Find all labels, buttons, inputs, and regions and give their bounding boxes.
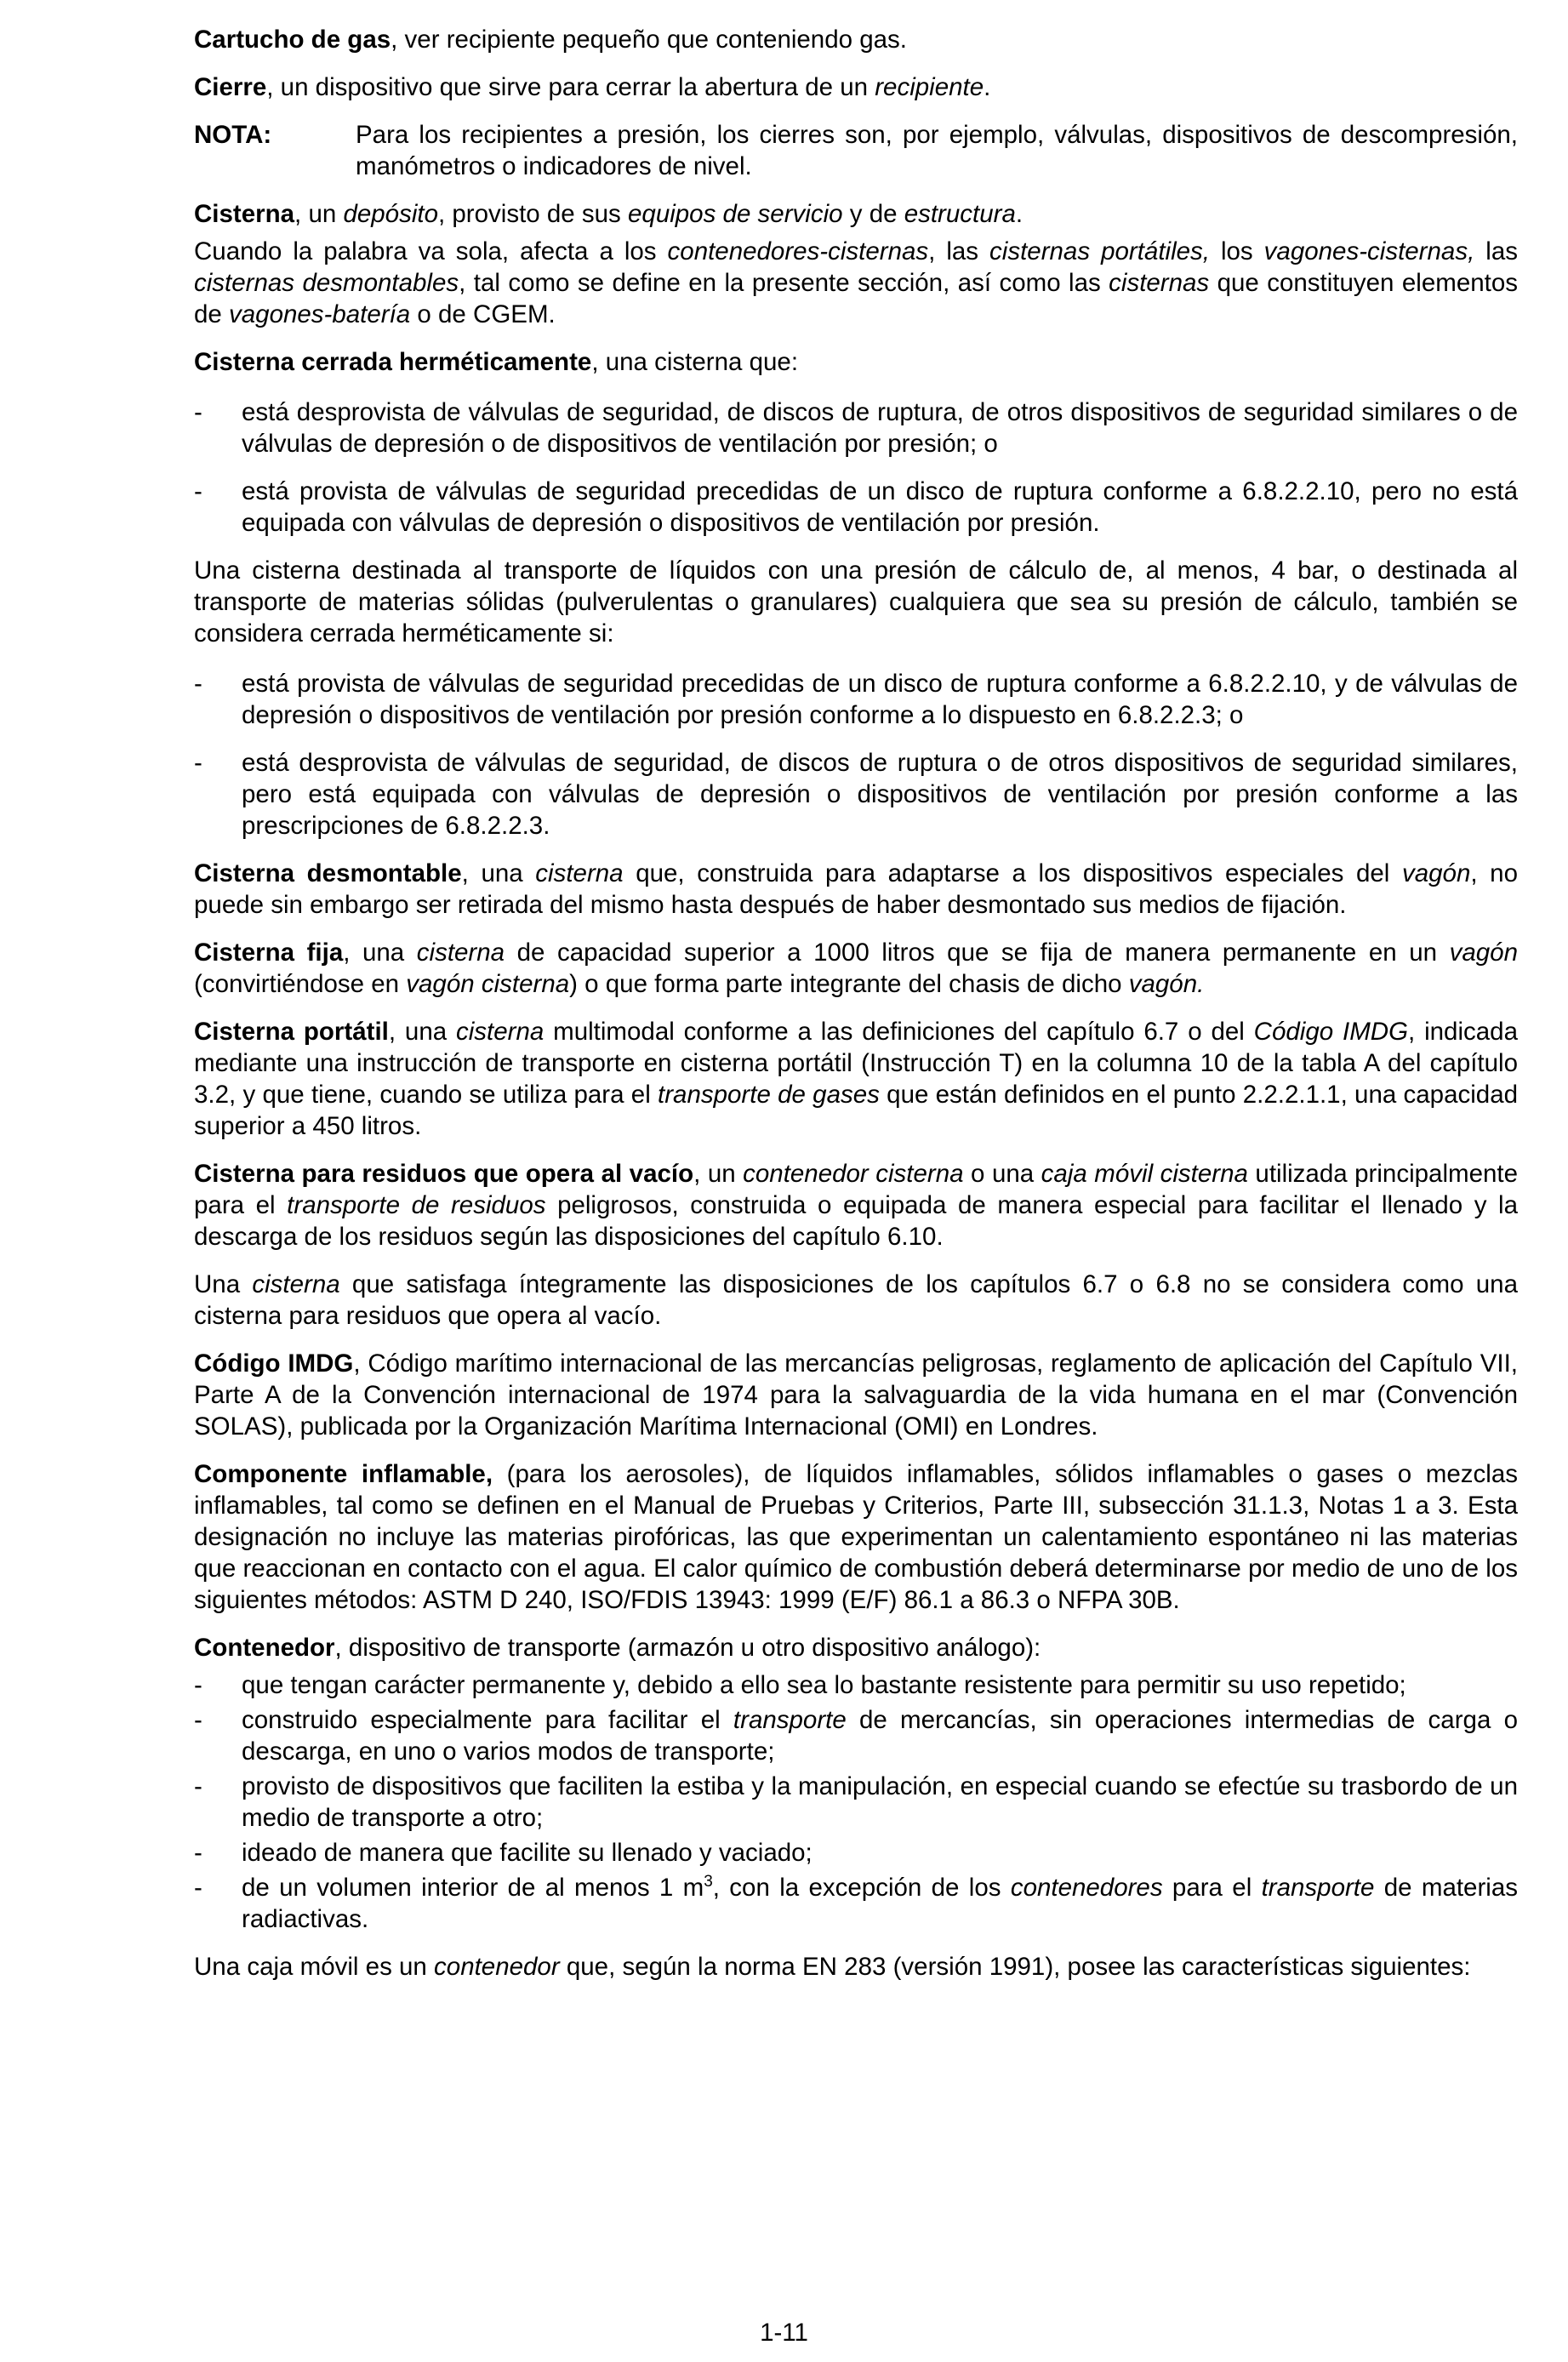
note-label: NOTA: — [194, 121, 272, 149]
entry-cisterna-portatil: Cisterna portátil, una cisterna multimodal conforme a las definiciones del capítulo 6.7 o del Código IMDG, indicada mediante una instrucción de transporte en cisterna portátil (Instrucción T) en la columna 10 de la tabla A del capítulo 3.2, y que tiene, cuando se utiliza para el transporte de gases que están definidos en el punto 2.2.2.1.1, una capacidad superior a 450 litros. — [194, 1018, 1519, 1140]
note-text: Para los recipientes a presión, los cierres son, por ejemplo, válvulas, dispositivos de descompresión, manómetros o indicadores de nivel. — [356, 121, 1518, 180]
list-cerrada — [194, 397, 1518, 539]
term: Componente inflamable, — [194, 1460, 493, 1488]
term: Código IMDG — [194, 1349, 354, 1378]
note-cierre — [194, 119, 1518, 182]
entry-cisterna-detail: Cuando la palabra va sola, afecta a los contenedores-cisternas, las cisternas portátiles, los vagones-cisternas, las cisternas desmontables, tal como se define en la presente sección, así como las cisternas que constituyen elementos de vagones-batería o de CGEM. — [194, 237, 1518, 328]
entry-cisterna: Cisterna, un depósito, provisto de sus equipos de servicio y de estructura. — [194, 200, 1023, 228]
list-item: - construido especialmente para facilitar el transporte de mercancías, sin operaciones intermedias de carga o descarga, en uno o varios modos de transporte; — [194, 1704, 1518, 1767]
term: Cisterna cerrada herméticamente — [194, 348, 592, 376]
entry-componente-inflamable: Componente inflamable, (para los aerosoles), de líquidos inflamables, sólidos inflamables o gases o mezclas inflamables, tal como se definen en el Manual de Pruebas y Criterios, Parte III, subsección 31.1.3, Notas 1 a 3. Esta designación no incluye las materias pirofóricas, las que experimentan un calentamiento espontáneo ni las materias que reaccionan en contacto con el agua. El calor químico de combustión deberá determinarse por medio de uno de los siguientes métodos: ASTM D 240, ISO/FDIS 13943: 1999 (E/F) 86.1 a 86.3 o NFPA 30B. — [194, 1460, 1518, 1614]
term: Cierre — [194, 73, 267, 101]
entry-cierre: Cierre, un dispositivo que sirve para cerrar la abertura de un recipiente. — [194, 73, 991, 101]
term: Contenedor — [194, 1634, 335, 1662]
entry-cisterna-residuos: Cisterna para residuos que opera al vacío, un contenedor cisterna o una caja móvil cisterna utilizada principalmente para el transporte de residuos peligrosos, construida o equipada de manera especial para facilitar el llenado y la descarga de los residuos según las disposiciones del capítulo 6.10. — [194, 1160, 1519, 1251]
entry-cisterna-fija: Cisterna fija, una cisterna de capacidad superior a 1000 litros que se fija de manera permanente en un vagón (convirtiéndose en vagón cisterna) o que forma parte integrante del chasis de dicho vagón. — [194, 939, 1518, 998]
term: Cartucho de gas — [194, 26, 391, 54]
entry-codigo-imdg: Código IMDG, Código marítimo internacional de las mercancías peligrosas, reglamento de aplicación del Capítulo VII, Parte A de la Convención internacional de 1974 para la salvaguardia de la vida humana en el mar (Convención SOLAS), publicada por la Organización Marítima Internacional (OMI) en Londres. — [194, 1349, 1518, 1441]
entry-caja-movil: Una caja móvil es un contenedor que, según la norma EN 283 (versión 1991), posee las características siguientes: — [194, 1953, 1471, 1981]
entry-cisterna-cerrada: Cisterna cerrada herméticamente, una cisterna que: — [194, 348, 799, 376]
list-item: - ideado de manera que facilite su llenado y vaciado; — [194, 1837, 1518, 1868]
page-number: 1-11 — [760, 2319, 808, 2347]
list-item: - está provista de válvulas de seguridad precedidas de un disco de ruptura conforme a 6.8.2.2.10, pero no está equipada con válvulas de depresión o dispositivos de ventilación por presión. — [194, 476, 1518, 539]
list-item: - de un volumen interior de al menos 1 $m^3$, con la excepción de los contenedores para el transporte de materias radiactivas. — [194, 1872, 1518, 1935]
term: Cisterna — [194, 200, 295, 228]
list-item: - está desprovista de válvulas de seguridad, de discos de ruptura, de otros dispositivos de seguridad similares o de válvulas de depresión o de dispositivos de ventilación por presión; o — [194, 397, 1518, 459]
document-body — [194, 24, 1518, 1999]
list-item: - está provista de válvulas de seguridad precedidas de un disco de ruptura conforme a 6.8.2.2.10, y de válvulas de depresión o dispositivos de ventilación por presión conforme a lo dispuesto en 6.8.2.2.3; o — [194, 668, 1518, 731]
list-item: - que tengan carácter permanente y, debido a ello sea lo bastante resistente para permitir su uso repetido; — [194, 1669, 1518, 1701]
entry-contenedor: Contenedor, dispositivo de transporte (armazón u otro dispositivo análogo): — [194, 1634, 1041, 1662]
list-cerrada-2 — [194, 668, 1518, 842]
entry-cartucho: Cartucho de gas, ver recipiente pequeño que conteniendo gas. — [194, 26, 907, 54]
paragraph-cerrada-2: Una cisterna destinada al transporte de líquidos con una presión de cálculo de, al menos, 4 bar, o destinada al transporte de materias sólidas (pulverulentas o granulares) cualquiera que sea su presión de cálculo, también se considera cerrada herméticamente si: — [194, 556, 1518, 648]
list-contenedor — [194, 1669, 1518, 1935]
entry-cisterna-desmontable: Cisterna desmontable, una cisterna que, construida para adaptarse a los dispositivos especiales del vagón, no puede sin embargo ser retirada del mismo hasta después de haber desmontado sus medios de fijación. — [194, 859, 1518, 919]
term: Cisterna portátil — [194, 1018, 389, 1046]
term: Cisterna fija — [194, 939, 344, 967]
entry-cisterna-residuos-2: Una cisterna que satisfaga íntegramente las disposiciones de los capítulos 6.7 o 6.8 no se considera como una cisterna para residuos que opera al vacío. — [194, 1270, 1518, 1330]
term: Cisterna desmontable — [194, 859, 462, 887]
list-item: - está desprovista de válvulas de seguridad, de discos de ruptura o de otros dispositivos de seguridad similares, pero está equipada con válvulas de depresión o dispositivos de ventilación por presión conforme a las prescripciones de 6.8.2.2.3. — [194, 747, 1518, 842]
term: Cisterna para residuos que opera al vacío — [194, 1160, 694, 1188]
list-item: - provisto de dispositivos que faciliten la estiba y la manipulación, en especial cuando se efectúe su trasbordo de un medio de transporte a otro; — [194, 1771, 1518, 1834]
